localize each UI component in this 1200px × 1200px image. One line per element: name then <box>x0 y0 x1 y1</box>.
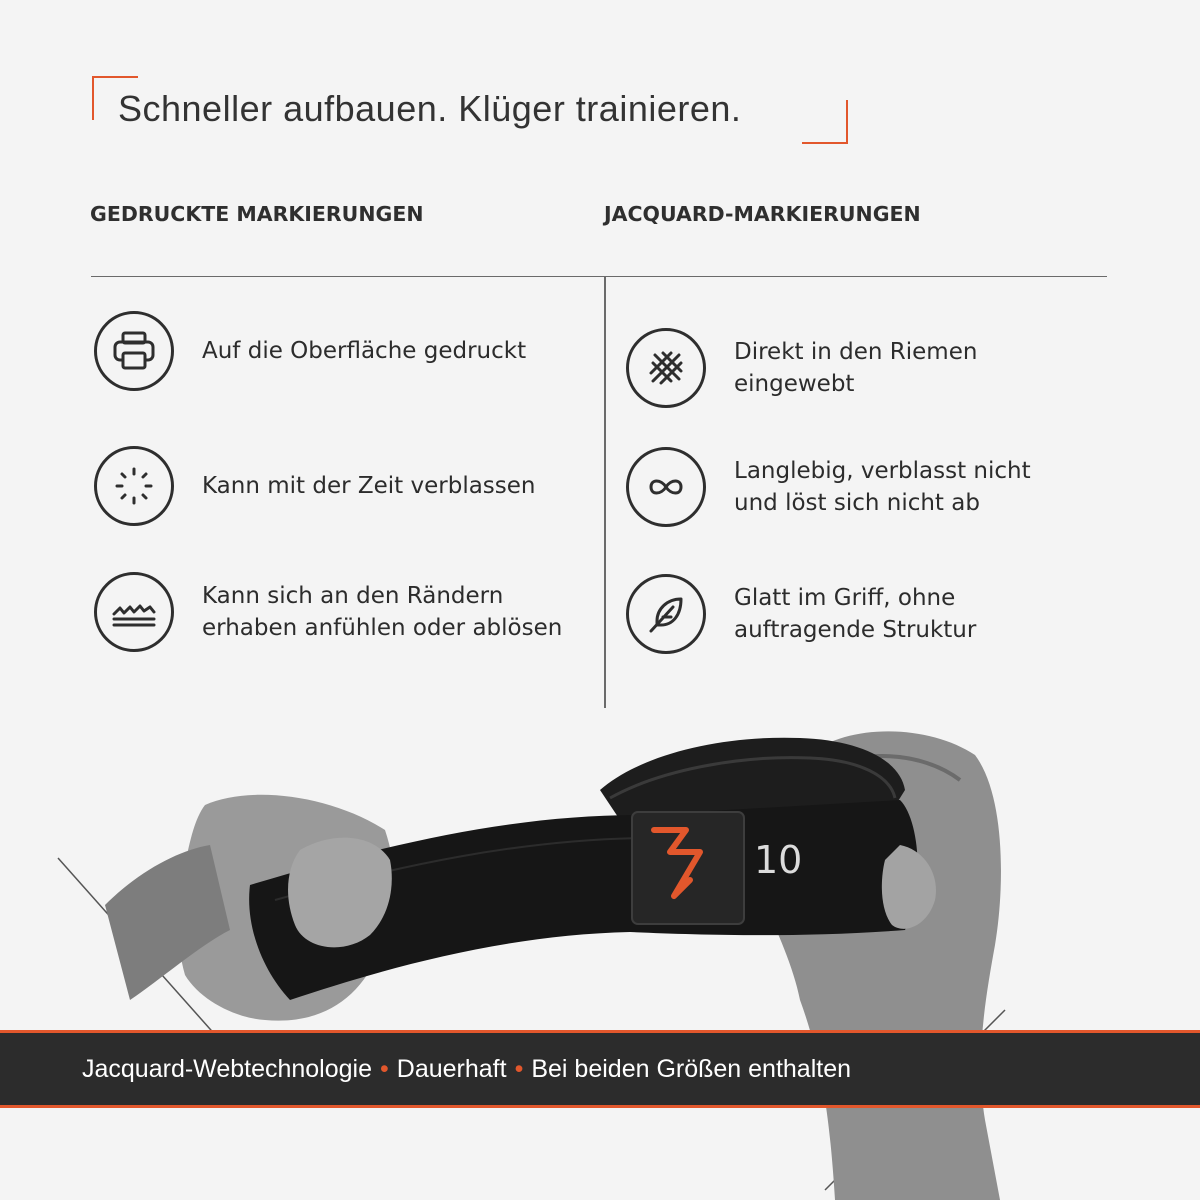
fading-icon <box>94 446 174 526</box>
feature-printed-fade <box>94 446 536 526</box>
feature-printed-surface <box>94 311 526 391</box>
divider-vertical <box>604 277 606 708</box>
strap-photo <box>0 700 1200 1200</box>
headline-frame <box>92 76 848 144</box>
banner-item-weaving: Jacquard-Webtechnologie <box>82 1054 373 1083</box>
infinity-icon <box>626 447 706 527</box>
peeling-icon <box>94 572 174 652</box>
feature-label: Kann mit der Zeit verblassen <box>202 473 536 499</box>
feature-jacquard-durable <box>626 447 1031 527</box>
feature-jacquard-smooth <box>626 574 976 654</box>
banner-item-sizes: Bei beiden Größen enthalten <box>531 1054 852 1083</box>
corner-bracket-bottom-right <box>802 100 848 144</box>
printer-icon <box>94 311 174 391</box>
banner-separator: • <box>380 1054 389 1083</box>
feature-label: Kann sich an den Rändern erhaben anfühlen oder ablösen <box>202 583 563 641</box>
feature-label: Langlebig, verblasst nicht und löst sich nicht ab <box>734 458 1031 516</box>
divider-horizontal <box>91 276 1107 277</box>
feature-banner <box>0 1030 1200 1108</box>
feature-label: Auf die Oberfläche gedruckt <box>202 338 527 364</box>
weave-icon <box>626 328 706 408</box>
feature-label: Glatt im Griff, ohne auftragende Struktur <box>734 585 977 643</box>
feature-jacquard-woven <box>626 328 977 408</box>
banner-item-durable: Dauerhaft <box>396 1054 507 1083</box>
column-header-printed: GEDRUCKTE MARKIERUNGEN <box>90 202 424 226</box>
feather-icon <box>626 574 706 654</box>
page-title: Schneller aufbauen. Klüger trainieren. <box>118 88 742 129</box>
feature-printed-peel <box>94 572 562 652</box>
feature-label: Direkt in den Riemen eingewebt <box>734 339 978 397</box>
column-header-jacquard: JACQUARD-MARKIERUNGEN <box>604 202 921 226</box>
strap-size-number: 10 <box>754 838 803 882</box>
banner-separator: • <box>514 1054 524 1083</box>
